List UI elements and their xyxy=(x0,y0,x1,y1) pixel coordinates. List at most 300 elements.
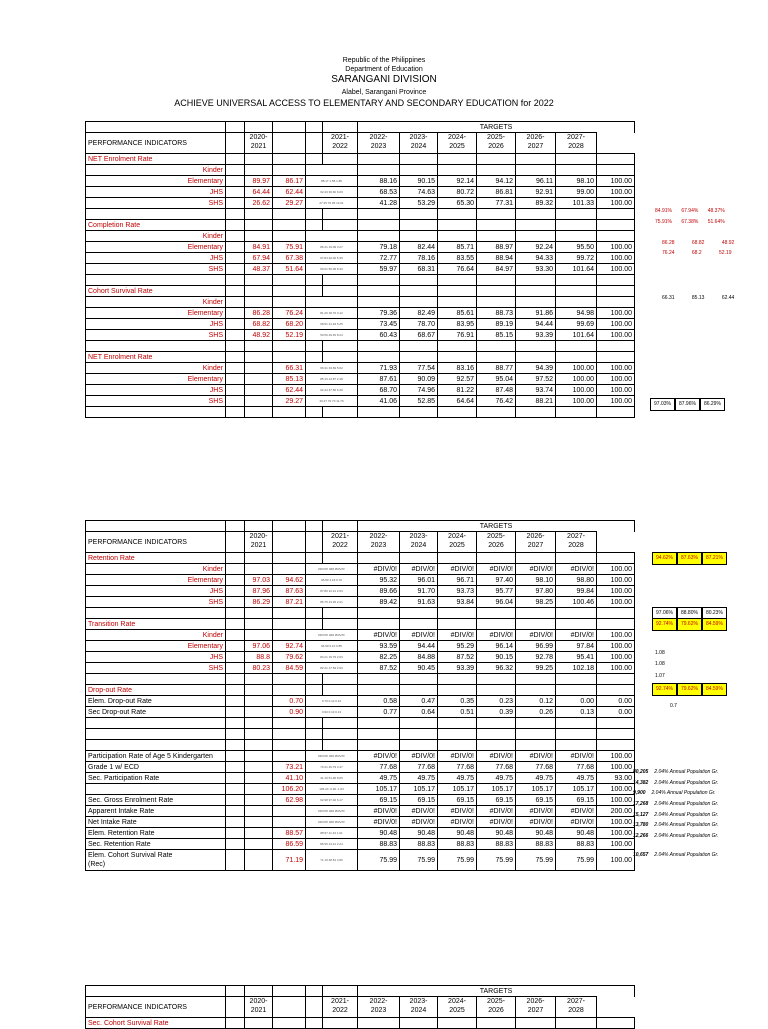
target-value: 0.12 xyxy=(516,696,556,707)
target-value: 100.00 xyxy=(597,176,635,187)
row-label: Sec. Retention Rate xyxy=(86,839,226,850)
target-value: 0.13 xyxy=(556,707,597,718)
target-value xyxy=(556,165,597,176)
table-cell xyxy=(438,154,477,165)
target-value: 0.23 xyxy=(477,696,516,707)
year-header: 2025- 2026 xyxy=(477,532,516,553)
value-2019 xyxy=(245,806,273,817)
table-cell xyxy=(516,1018,556,1029)
target-value: 100.00 xyxy=(597,597,635,608)
table-cell xyxy=(245,341,273,352)
table-cell xyxy=(306,532,323,553)
target-value: #DIV/0! xyxy=(556,806,597,817)
table-cell xyxy=(323,122,358,133)
target-value: 99.00 xyxy=(556,187,597,198)
table-row xyxy=(86,253,635,264)
target-value: 68.70 xyxy=(358,385,400,396)
target-value: #DIV/0! xyxy=(438,817,477,828)
table-cell xyxy=(556,1018,597,1029)
target-value: 90.15 xyxy=(477,652,516,663)
target-value: 88.83 xyxy=(477,839,516,850)
target-value: 49.75 xyxy=(438,773,477,784)
note-number: 12,266 xyxy=(633,833,649,839)
table-cell xyxy=(597,352,635,363)
value-2020: 92.74 xyxy=(273,641,306,652)
table-cell xyxy=(226,729,245,740)
table-cell xyxy=(226,521,245,532)
table-cell xyxy=(273,133,306,154)
value-2019: 84.91 xyxy=(245,242,273,253)
table-cell xyxy=(400,619,438,630)
target-value: 87.52 xyxy=(438,652,477,663)
header-row xyxy=(86,532,635,553)
table-cell xyxy=(86,521,226,532)
table-cell xyxy=(306,1018,323,1029)
table-cell xyxy=(226,674,245,685)
header-line-1: Republic of the Philippines xyxy=(342,57,426,64)
row-label: JHS xyxy=(86,319,226,330)
header-line-4: Alabel, Sarangani Province xyxy=(341,89,427,96)
target-value: #DIV/0! xyxy=(400,806,438,817)
table-cell xyxy=(516,685,556,696)
target-value: #DIV/0! xyxy=(516,751,556,762)
table-cell xyxy=(226,685,245,696)
table-row xyxy=(86,817,635,828)
table-cell xyxy=(358,674,400,685)
table-cell xyxy=(323,674,358,685)
table-cell xyxy=(358,718,400,729)
target-value xyxy=(597,165,635,176)
table-cell xyxy=(477,729,516,740)
table-row xyxy=(86,795,635,806)
target-value: 100.00 xyxy=(597,839,635,850)
note-text: 2.04% Annual Population Gr. xyxy=(654,833,719,839)
table-cell xyxy=(306,154,323,165)
calc-cells: #DIV/0! ### #DIV/0! xyxy=(306,817,358,828)
target-value: 90.48 xyxy=(516,828,556,839)
target-value: 90.48 xyxy=(438,828,477,839)
indicators-header: PERFORMANCE INDICATORS xyxy=(86,532,226,553)
value-2020: 66.31 xyxy=(273,363,306,374)
table-cell xyxy=(323,209,358,220)
row-label: Sec Drop-out Rate xyxy=(86,707,226,718)
table-cell xyxy=(226,619,245,630)
side-box-1: 97.03% 87.96% 86.29% xyxy=(650,398,725,411)
table-cell xyxy=(86,608,226,619)
row-label: Participation Rate of Age 5 Kindergarten xyxy=(86,751,226,762)
table-cell xyxy=(273,122,306,133)
target-value: 100.00 xyxy=(597,253,635,264)
table-cell xyxy=(597,553,635,564)
side-rates-b: 75.91% 67.38% 51.64% xyxy=(655,219,725,225)
value-2019 xyxy=(245,297,273,308)
value-2020: 86.59 xyxy=(273,839,306,850)
table-cell xyxy=(438,553,477,564)
year-header: 2023- 2024 xyxy=(400,997,438,1018)
table-cell xyxy=(226,286,245,297)
year-header: 2022- 2023 xyxy=(358,997,400,1018)
target-value: #DIV/0! xyxy=(477,630,516,641)
target-value: 100.00 xyxy=(597,308,635,319)
table-cell xyxy=(86,341,226,352)
table-cell xyxy=(477,674,516,685)
table-cell xyxy=(556,608,597,619)
target-value: 41.28 xyxy=(358,198,400,209)
row-label: Elementary xyxy=(86,242,226,253)
target-value: 90.15 xyxy=(400,176,438,187)
table-cell xyxy=(358,553,400,564)
target-value: 100.00 xyxy=(597,264,635,275)
table-cell xyxy=(477,209,516,220)
table-cell xyxy=(306,286,323,297)
table-cell xyxy=(516,553,556,564)
table-cell xyxy=(273,740,306,751)
table-cell xyxy=(273,553,306,564)
value-2019 xyxy=(245,165,273,176)
table-cell xyxy=(273,532,306,553)
target-value: 88.21 xyxy=(516,396,556,407)
value-2019 xyxy=(245,231,273,242)
table-cell xyxy=(226,242,245,253)
target-value: 100.00 xyxy=(597,319,635,330)
row-label: SHS xyxy=(86,198,226,209)
table-cell xyxy=(273,986,306,997)
table-cell xyxy=(556,275,597,286)
table-cell xyxy=(400,685,438,696)
table-cell xyxy=(273,674,306,685)
target-value: 92.24 xyxy=(516,242,556,253)
row-label: Kinder xyxy=(86,297,226,308)
target-value xyxy=(597,231,635,242)
target-value: 68.31 xyxy=(400,264,438,275)
target-value: 69.15 xyxy=(358,795,400,806)
table-cell xyxy=(306,521,323,532)
table-cell xyxy=(273,685,306,696)
table-cell xyxy=(306,553,323,564)
table-cell xyxy=(477,553,516,564)
group-row xyxy=(86,1018,635,1029)
value-2019 xyxy=(245,784,273,795)
table-cell xyxy=(438,740,477,751)
table-row xyxy=(86,784,635,795)
blank-row xyxy=(86,608,635,619)
year-header: 2025- 2026 xyxy=(477,133,516,154)
target-value: 52.85 xyxy=(400,396,438,407)
target-value: 0.77 xyxy=(358,707,400,718)
table-cell xyxy=(400,674,438,685)
table-cell xyxy=(477,220,516,231)
table-row xyxy=(86,308,635,319)
table-cell xyxy=(245,619,273,630)
target-value: 93.74 xyxy=(516,385,556,396)
table-cell xyxy=(226,795,245,806)
target-value: #DIV/0! xyxy=(400,630,438,641)
target-value: 86.81 xyxy=(477,187,516,198)
table-row xyxy=(86,652,635,663)
table-cell xyxy=(306,740,323,751)
calc-cells: 62.43 36.60 6.09 xyxy=(306,187,358,198)
target-value: 88.77 xyxy=(477,363,516,374)
calc-cells: 106.20 -6.20 -1.03 xyxy=(306,784,358,795)
table-row xyxy=(86,198,635,209)
table-cell xyxy=(597,729,635,740)
table-cell xyxy=(226,773,245,784)
target-value: 88.16 xyxy=(358,176,400,187)
table-cell xyxy=(477,352,516,363)
table-cell xyxy=(358,352,400,363)
group-title: NET Enrolment Rate xyxy=(86,352,226,363)
target-value: 84.97 xyxy=(477,264,516,275)
table-cell xyxy=(86,407,226,418)
target-value: 69.15 xyxy=(556,795,597,806)
value-2019: 97.06 xyxy=(245,641,273,652)
table-cell xyxy=(323,286,358,297)
table-cell xyxy=(556,209,597,220)
targets-label: TARGETS xyxy=(358,122,635,133)
table-cell xyxy=(226,220,245,231)
table-cell xyxy=(477,608,516,619)
targets-row xyxy=(86,521,635,532)
target-value: 85.15 xyxy=(477,330,516,341)
table-cell xyxy=(245,352,273,363)
table-cell xyxy=(516,740,556,751)
target-value: 0.00 xyxy=(556,696,597,707)
table-cell xyxy=(323,740,358,751)
target-value: 100.00 xyxy=(597,652,635,663)
blank-row xyxy=(86,674,635,685)
population-note xyxy=(633,812,718,818)
value-2019: 68.82 xyxy=(245,319,273,330)
table-cell xyxy=(556,154,597,165)
table-cell xyxy=(358,619,400,630)
year-header: 2024- 2025 xyxy=(438,997,477,1018)
table-cell xyxy=(226,154,245,165)
table-cell xyxy=(273,286,306,297)
table-cell xyxy=(323,521,358,532)
note-number: 10,657 xyxy=(633,852,649,858)
value-2019 xyxy=(245,385,273,396)
value-2019 xyxy=(245,751,273,762)
target-value: #DIV/0! xyxy=(477,806,516,817)
blank-row xyxy=(86,341,635,352)
target-value: 95.77 xyxy=(477,586,516,597)
table-row xyxy=(86,850,635,871)
table-cell xyxy=(306,986,323,997)
value-2019: 88.8 xyxy=(245,652,273,663)
value-2020: 79.62 xyxy=(273,652,306,663)
row-label: Elem. Cohort Survival Rate (Rec) xyxy=(86,850,226,871)
target-value: #DIV/0! xyxy=(438,630,477,641)
target-value: 89.42 xyxy=(358,597,400,608)
table-cell xyxy=(400,286,438,297)
table-cell xyxy=(245,685,273,696)
table-cell xyxy=(438,608,477,619)
target-value: 94.44 xyxy=(400,641,438,652)
target-value: 200.00 xyxy=(597,806,635,817)
target-value: 105.17 xyxy=(516,784,556,795)
target-value: 64.64 xyxy=(438,396,477,407)
value-2020: 51.64 xyxy=(273,264,306,275)
table-cell xyxy=(226,839,245,850)
target-value: 96.99 xyxy=(516,641,556,652)
target-value: #DIV/0! xyxy=(438,806,477,817)
target-value: 97.84 xyxy=(556,641,597,652)
table-cell xyxy=(226,986,245,997)
target-value: 100.00 xyxy=(597,817,635,828)
target-value: 97.40 xyxy=(477,575,516,586)
table-cell xyxy=(226,341,245,352)
value-2019 xyxy=(245,707,273,718)
table-cell xyxy=(245,740,273,751)
row-label: JHS xyxy=(86,652,226,663)
target-value: 74.63 xyxy=(400,187,438,198)
value-2019: 26.62 xyxy=(245,198,273,209)
table-row xyxy=(86,773,635,784)
target-value xyxy=(556,231,597,242)
target-value: 88.94 xyxy=(477,253,516,264)
target-value: 0.47 xyxy=(400,696,438,707)
table-row xyxy=(86,663,635,674)
table-cell xyxy=(226,740,245,751)
table-cell xyxy=(306,729,323,740)
target-value: #DIV/0! xyxy=(358,817,400,828)
table-cell xyxy=(226,385,245,396)
calc-cells: #DIV/0! ### #DIV/0! xyxy=(306,630,358,641)
table-cell xyxy=(226,407,245,418)
table-cell xyxy=(273,154,306,165)
target-value: 100.00 xyxy=(597,828,635,839)
table-row xyxy=(86,828,635,839)
table-row xyxy=(86,696,635,707)
table-cell xyxy=(245,718,273,729)
value-2019 xyxy=(245,839,273,850)
table-cell xyxy=(323,685,358,696)
target-value xyxy=(477,297,516,308)
note-number: 14,382 xyxy=(633,780,649,786)
target-value: 69.15 xyxy=(438,795,477,806)
value-2020: 52.19 xyxy=(273,330,306,341)
target-value: 92.78 xyxy=(516,652,556,663)
target-value: 68.67 xyxy=(400,330,438,341)
value-2020: 73.21 xyxy=(273,762,306,773)
target-value: 100.00 xyxy=(597,586,635,597)
table-row xyxy=(86,297,635,308)
calc-cells: 27.35 70.06 12.01 xyxy=(306,198,358,209)
table-row xyxy=(86,385,635,396)
target-value: 68.53 xyxy=(358,187,400,198)
value-2020: 71.19 xyxy=(273,850,306,871)
group-title: Retention Rate xyxy=(86,553,226,564)
table-cell xyxy=(358,286,400,297)
table-cell xyxy=(226,308,245,319)
value-2020 xyxy=(273,806,306,817)
value-2020: 84.59 xyxy=(273,663,306,674)
value-2020: 41.10 xyxy=(273,773,306,784)
row-label: SHS xyxy=(86,330,226,341)
value-2019 xyxy=(245,817,273,828)
table-row xyxy=(86,176,635,187)
table-cell xyxy=(245,209,273,220)
table-cell xyxy=(306,674,323,685)
target-value: 87.52 xyxy=(358,663,400,674)
table-cell xyxy=(400,553,438,564)
table-cell xyxy=(556,685,597,696)
table-cell xyxy=(86,718,226,729)
table-cell xyxy=(245,286,273,297)
table-cell xyxy=(86,122,226,133)
target-value: 78.16 xyxy=(400,253,438,264)
value-2019 xyxy=(245,762,273,773)
row-label: Elementary xyxy=(86,641,226,652)
table-cell xyxy=(226,696,245,707)
table-row xyxy=(86,374,635,385)
target-value: 71.93 xyxy=(358,363,400,374)
table-cell xyxy=(597,209,635,220)
table-cell xyxy=(245,154,273,165)
year-header: 2021- 2022 xyxy=(323,997,358,1018)
table-cell xyxy=(323,729,358,740)
target-value xyxy=(438,165,477,176)
table-cell xyxy=(226,352,245,363)
population-note xyxy=(633,780,718,786)
target-value: 79.18 xyxy=(358,242,400,253)
target-value xyxy=(556,297,597,308)
table-cell xyxy=(245,729,273,740)
table-cell xyxy=(400,352,438,363)
table-cell xyxy=(323,407,358,418)
target-value: 41.06 xyxy=(358,396,400,407)
target-value: 89.32 xyxy=(516,198,556,209)
note-text: 2.04% Annual Population Gr. xyxy=(651,790,716,796)
table-cell xyxy=(438,352,477,363)
group-row xyxy=(86,619,635,630)
note-text: 2.04% Annual Population Gr. xyxy=(654,801,719,807)
table-cell xyxy=(438,286,477,297)
target-value: 93.39 xyxy=(516,330,556,341)
table-cell xyxy=(400,341,438,352)
target-value: 100.00 xyxy=(597,396,635,407)
target-value: 74.96 xyxy=(400,385,438,396)
table-row xyxy=(86,762,635,773)
target-value: 98.10 xyxy=(556,176,597,187)
table-cell xyxy=(323,1018,358,1029)
header-row xyxy=(86,133,635,154)
year-header: 2026- 2027 xyxy=(516,997,556,1018)
table-cell xyxy=(86,986,226,997)
value-2020 xyxy=(273,751,306,762)
year-header: 2020- 2021 xyxy=(245,997,273,1018)
value-2020: 62.44 xyxy=(273,385,306,396)
table-cell xyxy=(226,817,245,828)
target-value: 85.71 xyxy=(438,242,477,253)
target-value: 0.51 xyxy=(438,707,477,718)
target-value: #DIV/0! xyxy=(556,751,597,762)
target-value: #DIV/0! xyxy=(556,817,597,828)
target-value xyxy=(358,297,400,308)
table-cell xyxy=(556,674,597,685)
table-access-3 xyxy=(85,985,635,1029)
target-value: 77.68 xyxy=(477,762,516,773)
table-cell xyxy=(226,198,245,209)
header-line-3: SARANGANI DIVISION xyxy=(331,74,437,85)
target-value: 83.95 xyxy=(438,319,477,330)
table-cell xyxy=(597,685,635,696)
table-cell xyxy=(86,740,226,751)
target-value: 83.55 xyxy=(438,253,477,264)
target-value xyxy=(516,297,556,308)
target-value xyxy=(477,165,516,176)
row-label xyxy=(86,784,226,795)
